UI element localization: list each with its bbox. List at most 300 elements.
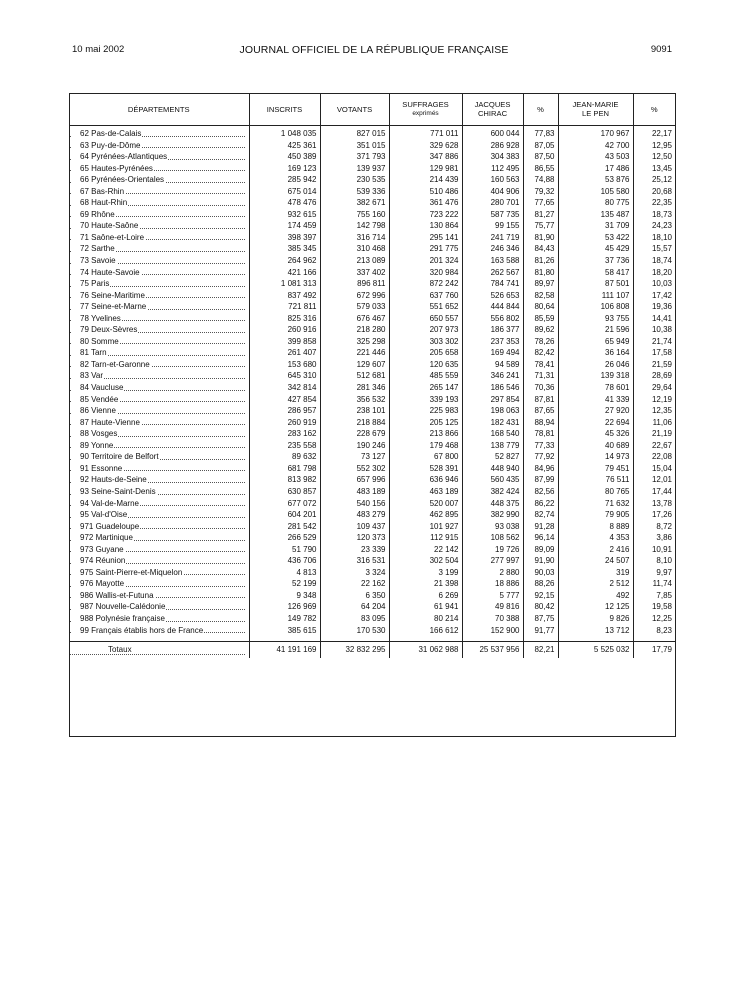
cell-chirac: 2 880 bbox=[462, 567, 523, 579]
cell-inscrits: 286 957 bbox=[249, 405, 320, 417]
cell-pct-chirac: 81,80 bbox=[523, 267, 558, 279]
cell-pct-lepen: 18,73 bbox=[633, 209, 675, 221]
cell-pct-chirac: 91,28 bbox=[523, 521, 558, 533]
cell-suffrages: 462 895 bbox=[389, 509, 462, 521]
cell-pct-chirac: 88,26 bbox=[523, 578, 558, 590]
cell-lepen: 79 905 bbox=[558, 509, 633, 521]
cell-inscrits: 425 361 bbox=[249, 140, 320, 152]
table-row bbox=[69, 163, 675, 175]
cell-inscrits: 283 162 bbox=[249, 428, 320, 440]
cell-pct-chirac: 81,26 bbox=[523, 255, 558, 267]
cell-departement: 986 Wallis-et-Futuna bbox=[69, 590, 249, 602]
cell-lepen: 40 689 bbox=[558, 440, 633, 452]
cell-inscrits: 677 072 bbox=[249, 498, 320, 510]
cell-pct-lepen: 22,08 bbox=[633, 451, 675, 463]
cell-suffrages: 67 800 bbox=[389, 451, 462, 463]
cell-pct-chirac: 77,65 bbox=[523, 197, 558, 209]
cell-pct-lepen: 12,01 bbox=[633, 474, 675, 486]
cell-inscrits: 169 123 bbox=[249, 163, 320, 175]
cell-pct-chirac: 84,96 bbox=[523, 463, 558, 475]
cell-suffrages: 347 886 bbox=[389, 151, 462, 163]
cell-chirac: 182 431 bbox=[462, 417, 523, 429]
cell-chirac: 160 563 bbox=[462, 174, 523, 186]
cell-chirac: 448 375 bbox=[462, 498, 523, 510]
cell-chirac: 526 653 bbox=[462, 290, 523, 302]
cell-chirac: 304 383 bbox=[462, 151, 523, 163]
cell-departement: 976 Mayotte bbox=[69, 578, 249, 590]
cell-suffrages: 551 652 bbox=[389, 301, 462, 313]
table-row bbox=[69, 336, 675, 348]
col-header-pct-chirac: % bbox=[523, 93, 558, 126]
cell-departement: 83 Var bbox=[69, 370, 249, 382]
cell-inscrits: 89 632 bbox=[249, 451, 320, 463]
cell-chirac: 237 353 bbox=[462, 336, 523, 348]
cell-chirac: 444 844 bbox=[462, 301, 523, 313]
table-row bbox=[69, 394, 675, 406]
cell-chirac: 168 540 bbox=[462, 428, 523, 440]
cell-inscrits: 398 397 bbox=[249, 232, 320, 244]
cell-votants: 238 101 bbox=[320, 405, 389, 417]
cell-pct-lepen: 12,19 bbox=[633, 394, 675, 406]
cell-pct-lepen: 12,35 bbox=[633, 405, 675, 417]
cell-pct-lepen: 8,23 bbox=[633, 625, 675, 637]
table-row bbox=[69, 498, 675, 510]
cell-chirac: 93 038 bbox=[462, 521, 523, 533]
cell-lepen: 71 632 bbox=[558, 498, 633, 510]
table-row bbox=[69, 220, 675, 232]
table-row bbox=[69, 174, 675, 186]
cell-pct-lepen: 25,12 bbox=[633, 174, 675, 186]
cell-pct-lepen: 29,64 bbox=[633, 382, 675, 394]
table-row bbox=[69, 544, 675, 556]
cell-lepen: 106 808 bbox=[558, 301, 633, 313]
cell-votants: 190 246 bbox=[320, 440, 389, 452]
cell-departement: 67 Bas-Rhin bbox=[69, 186, 249, 198]
table-row bbox=[69, 601, 675, 613]
cell-chirac: 99 155 bbox=[462, 220, 523, 232]
col-header-pct-lepen: % bbox=[633, 93, 675, 126]
cell-suffrages: 207 973 bbox=[389, 324, 462, 336]
cell-pct-chirac: 86,55 bbox=[523, 163, 558, 175]
cell-votants: 139 937 bbox=[320, 163, 389, 175]
cell-departement: 86 Vienne bbox=[69, 405, 249, 417]
cell-pct-chirac: 82,74 bbox=[523, 509, 558, 521]
cell-pct-chirac: 81,27 bbox=[523, 209, 558, 221]
cell-departement: 73 Savoie bbox=[69, 255, 249, 267]
cell-lepen: 8 889 bbox=[558, 521, 633, 533]
col-header-inscrits: INSCRITS bbox=[249, 93, 320, 126]
cell-pct-chirac: 77,33 bbox=[523, 440, 558, 452]
table-row bbox=[69, 440, 675, 452]
cell-lepen: 170 967 bbox=[558, 126, 633, 140]
cell-chirac: 587 735 bbox=[462, 209, 523, 221]
cell-inscrits: 153 680 bbox=[249, 359, 320, 371]
cell-inscrits: 260 916 bbox=[249, 324, 320, 336]
cell-inscrits: 1 081 313 bbox=[249, 278, 320, 290]
cell-suffrages: 329 628 bbox=[389, 140, 462, 152]
cell-pct-chirac: 89,97 bbox=[523, 278, 558, 290]
cell-lepen: 53 876 bbox=[558, 174, 633, 186]
totals-pct-lepen: 17,79 bbox=[633, 642, 675, 659]
cell-votants: 382 671 bbox=[320, 197, 389, 209]
cell-departement: 971 Guadeloupe bbox=[69, 521, 249, 533]
cell-votants: 827 015 bbox=[320, 126, 389, 140]
cell-votants: 281 346 bbox=[320, 382, 389, 394]
cell-lepen: 319 bbox=[558, 567, 633, 579]
cell-votants: 213 089 bbox=[320, 255, 389, 267]
cell-votants: 539 336 bbox=[320, 186, 389, 198]
cell-chirac: 112 495 bbox=[462, 163, 523, 175]
cell-pct-chirac: 96,14 bbox=[523, 532, 558, 544]
table-row bbox=[69, 463, 675, 475]
cell-departement: 65 Hautes-Pyrénées bbox=[69, 163, 249, 175]
table-row bbox=[69, 521, 675, 533]
cell-lepen: 78 601 bbox=[558, 382, 633, 394]
cell-chirac: 169 494 bbox=[462, 347, 523, 359]
table-row bbox=[69, 151, 675, 163]
cell-suffrages: 320 984 bbox=[389, 267, 462, 279]
table-row bbox=[69, 625, 675, 637]
cell-pct-chirac: 92,15 bbox=[523, 590, 558, 602]
cell-departement: 94 Val-de-Marne bbox=[69, 498, 249, 510]
cell-votants: 337 402 bbox=[320, 267, 389, 279]
cell-pct-lepen: 22,35 bbox=[633, 197, 675, 209]
totals-label: Totaux bbox=[69, 642, 249, 659]
cell-lepen: 14 973 bbox=[558, 451, 633, 463]
cell-votants: 3 324 bbox=[320, 567, 389, 579]
cell-lepen: 41 339 bbox=[558, 394, 633, 406]
cell-votants: 512 681 bbox=[320, 370, 389, 382]
cell-votants: 221 446 bbox=[320, 347, 389, 359]
cell-suffrages: 3 199 bbox=[389, 567, 462, 579]
cell-lepen: 43 503 bbox=[558, 151, 633, 163]
cell-lepen: 80 765 bbox=[558, 486, 633, 498]
cell-lepen: 79 451 bbox=[558, 463, 633, 475]
cell-chirac: 52 827 bbox=[462, 451, 523, 463]
cell-pct-lepen: 19,58 bbox=[633, 601, 675, 613]
cell-pct-chirac: 87,99 bbox=[523, 474, 558, 486]
cell-chirac: 70 388 bbox=[462, 613, 523, 625]
table-row bbox=[69, 486, 675, 498]
cell-inscrits: 645 310 bbox=[249, 370, 320, 382]
cell-votants: 896 811 bbox=[320, 278, 389, 290]
cell-suffrages: 636 946 bbox=[389, 474, 462, 486]
cell-suffrages: 80 214 bbox=[389, 613, 462, 625]
cell-lepen: 9 826 bbox=[558, 613, 633, 625]
cell-lepen: 42 700 bbox=[558, 140, 633, 152]
cell-inscrits: 721 811 bbox=[249, 301, 320, 313]
cell-lepen: 53 422 bbox=[558, 232, 633, 244]
cell-departement: 90 Territoire de Belfort bbox=[69, 451, 249, 463]
cell-pct-chirac: 88,94 bbox=[523, 417, 558, 429]
cell-lepen: 45 326 bbox=[558, 428, 633, 440]
cell-pct-lepen: 28,69 bbox=[633, 370, 675, 382]
cell-pct-chirac: 80,42 bbox=[523, 601, 558, 613]
cell-departement: 80 Somme bbox=[69, 336, 249, 348]
cell-votants: 218 280 bbox=[320, 324, 389, 336]
cell-departement: 71 Saône-et-Loire bbox=[69, 232, 249, 244]
table-row bbox=[69, 313, 675, 325]
cell-suffrages: 6 269 bbox=[389, 590, 462, 602]
col-header-lepen-last: LE PEN bbox=[581, 109, 609, 118]
cell-lepen: 111 107 bbox=[558, 290, 633, 302]
cell-pct-chirac: 87,81 bbox=[523, 394, 558, 406]
cell-votants: 230 535 bbox=[320, 174, 389, 186]
cell-inscrits: 932 615 bbox=[249, 209, 320, 221]
cell-departement: 973 Guyane bbox=[69, 544, 249, 556]
cell-chirac: 404 906 bbox=[462, 186, 523, 198]
cell-votants: 228 679 bbox=[320, 428, 389, 440]
cell-pct-chirac: 82,56 bbox=[523, 486, 558, 498]
cell-lepen: 76 511 bbox=[558, 474, 633, 486]
cell-pct-lepen: 17,42 bbox=[633, 290, 675, 302]
cell-inscrits: 675 014 bbox=[249, 186, 320, 198]
cell-suffrages: 303 302 bbox=[389, 336, 462, 348]
totals-chirac: 25 537 956 bbox=[462, 642, 523, 659]
cell-pct-chirac: 74,88 bbox=[523, 174, 558, 186]
cell-pct-lepen: 3,86 bbox=[633, 532, 675, 544]
cell-chirac: 108 562 bbox=[462, 532, 523, 544]
cell-pct-lepen: 10,03 bbox=[633, 278, 675, 290]
cell-chirac: 163 588 bbox=[462, 255, 523, 267]
cell-inscrits: 4 813 bbox=[249, 567, 320, 579]
cell-suffrages: 179 468 bbox=[389, 440, 462, 452]
cell-votants: 310 468 bbox=[320, 243, 389, 255]
cell-votants: 676 467 bbox=[320, 313, 389, 325]
cell-pct-chirac: 71,31 bbox=[523, 370, 558, 382]
cell-pct-chirac: 79,32 bbox=[523, 186, 558, 198]
cell-inscrits: 813 982 bbox=[249, 474, 320, 486]
cell-lepen: 2 416 bbox=[558, 544, 633, 556]
cell-votants: 218 884 bbox=[320, 417, 389, 429]
cell-chirac: 600 044 bbox=[462, 126, 523, 140]
cell-lepen: 27 920 bbox=[558, 405, 633, 417]
cell-suffrages: 528 391 bbox=[389, 463, 462, 475]
cell-pct-chirac: 81,90 bbox=[523, 232, 558, 244]
cell-chirac: 382 424 bbox=[462, 486, 523, 498]
cell-departement: 85 Vendée bbox=[69, 394, 249, 406]
cell-suffrages: 771 011 bbox=[389, 126, 462, 140]
cell-departement: 82 Tarn-et-Garonne bbox=[69, 359, 249, 371]
cell-inscrits: 235 558 bbox=[249, 440, 320, 452]
cell-pct-lepen: 15,57 bbox=[633, 243, 675, 255]
cell-lepen: 139 318 bbox=[558, 370, 633, 382]
col-header-chirac bbox=[462, 93, 523, 126]
cell-suffrages: 213 866 bbox=[389, 428, 462, 440]
cell-votants: 755 160 bbox=[320, 209, 389, 221]
cell-departement: 99 Français établis hors de France bbox=[69, 625, 249, 637]
cell-inscrits: 264 962 bbox=[249, 255, 320, 267]
cell-departement: 64 Pyrénées-Atlantiques bbox=[69, 151, 249, 163]
table-row bbox=[69, 232, 675, 244]
col-header-votants: VOTANTS bbox=[320, 93, 389, 126]
table-row bbox=[69, 255, 675, 267]
cell-lepen: 22 694 bbox=[558, 417, 633, 429]
cell-pct-lepen: 18,20 bbox=[633, 267, 675, 279]
cell-inscrits: 385 345 bbox=[249, 243, 320, 255]
cell-pct-lepen: 20,68 bbox=[633, 186, 675, 198]
cell-pct-lepen: 22,67 bbox=[633, 440, 675, 452]
table-row bbox=[69, 370, 675, 382]
cell-pct-chirac: 85,59 bbox=[523, 313, 558, 325]
cell-pct-chirac: 86,22 bbox=[523, 498, 558, 510]
cell-inscrits: 399 858 bbox=[249, 336, 320, 348]
cell-inscrits: 261 407 bbox=[249, 347, 320, 359]
cell-suffrages: 485 559 bbox=[389, 370, 462, 382]
cell-inscrits: 149 782 bbox=[249, 613, 320, 625]
cell-votants: 579 033 bbox=[320, 301, 389, 313]
journal-title: JOURNAL OFFICIEL DE LA RÉPUBLIQUE FRANÇAISE bbox=[239, 44, 509, 56]
cell-votants: 540 156 bbox=[320, 498, 389, 510]
cell-chirac: 560 435 bbox=[462, 474, 523, 486]
cell-pct-lepen: 17,44 bbox=[633, 486, 675, 498]
cell-votants: 552 302 bbox=[320, 463, 389, 475]
cell-votants: 170 530 bbox=[320, 625, 389, 637]
table-row bbox=[69, 278, 675, 290]
cell-suffrages: 61 941 bbox=[389, 601, 462, 613]
cell-suffrages: 637 760 bbox=[389, 290, 462, 302]
cell-suffrages: 291 775 bbox=[389, 243, 462, 255]
cell-inscrits: 9 348 bbox=[249, 590, 320, 602]
table-row bbox=[69, 613, 675, 625]
cell-departement: 95 Val-d'Oise bbox=[69, 509, 249, 521]
cell-pct-lepen: 15,04 bbox=[633, 463, 675, 475]
cell-suffrages: 205 125 bbox=[389, 417, 462, 429]
table-body bbox=[69, 126, 675, 637]
cell-suffrages: 225 983 bbox=[389, 405, 462, 417]
issue-date: 10 mai 2002 bbox=[72, 44, 125, 55]
cell-votants: 316 714 bbox=[320, 232, 389, 244]
cell-suffrages: 295 141 bbox=[389, 232, 462, 244]
cell-pct-chirac: 77,83 bbox=[523, 126, 558, 140]
cell-votants: 325 298 bbox=[320, 336, 389, 348]
cell-lepen: 17 486 bbox=[558, 163, 633, 175]
cell-pct-chirac: 87,05 bbox=[523, 140, 558, 152]
totals-row bbox=[69, 642, 675, 659]
cell-pct-chirac: 89,09 bbox=[523, 544, 558, 556]
cell-suffrages: 130 864 bbox=[389, 220, 462, 232]
table-row bbox=[69, 243, 675, 255]
table-row bbox=[69, 290, 675, 302]
cell-pct-chirac: 87,75 bbox=[523, 613, 558, 625]
cell-pct-lepen: 10,91 bbox=[633, 544, 675, 556]
cell-departement: 66 Pyrénées-Orientales bbox=[69, 174, 249, 186]
cell-chirac: 297 854 bbox=[462, 394, 523, 406]
cell-pct-lepen: 21,59 bbox=[633, 359, 675, 371]
cell-pct-chirac: 77,92 bbox=[523, 451, 558, 463]
cell-lepen: 26 046 bbox=[558, 359, 633, 371]
cell-chirac: 5 777 bbox=[462, 590, 523, 602]
totals-suffrages: 31 062 988 bbox=[389, 642, 462, 659]
cell-lepen: 2 512 bbox=[558, 578, 633, 590]
cell-pct-lepen: 13,78 bbox=[633, 498, 675, 510]
cell-departement: 87 Haute-Vienne bbox=[69, 417, 249, 429]
col-header-lepen bbox=[558, 93, 633, 126]
cell-pct-chirac: 87,65 bbox=[523, 405, 558, 417]
totals-votants: 32 832 295 bbox=[320, 642, 389, 659]
cell-pct-chirac: 91,90 bbox=[523, 555, 558, 567]
cell-inscrits: 266 529 bbox=[249, 532, 320, 544]
cell-votants: 316 531 bbox=[320, 555, 389, 567]
table-row bbox=[69, 509, 675, 521]
cell-chirac: 19 726 bbox=[462, 544, 523, 556]
cell-suffrages: 214 439 bbox=[389, 174, 462, 186]
cell-chirac: 346 241 bbox=[462, 370, 523, 382]
cell-lepen: 24 507 bbox=[558, 555, 633, 567]
cell-suffrages: 520 007 bbox=[389, 498, 462, 510]
cell-pct-lepen: 12,25 bbox=[633, 613, 675, 625]
cell-chirac: 186 377 bbox=[462, 324, 523, 336]
cell-lepen: 31 709 bbox=[558, 220, 633, 232]
cell-suffrages: 166 612 bbox=[389, 625, 462, 637]
cell-departement: 63 Puy-de-Dôme bbox=[69, 140, 249, 152]
cell-suffrages: 872 242 bbox=[389, 278, 462, 290]
cell-votants: 129 607 bbox=[320, 359, 389, 371]
cell-chirac: 18 886 bbox=[462, 578, 523, 590]
cell-chirac: 198 063 bbox=[462, 405, 523, 417]
cell-pct-lepen: 18,74 bbox=[633, 255, 675, 267]
cell-suffrages: 650 557 bbox=[389, 313, 462, 325]
cell-votants: 23 339 bbox=[320, 544, 389, 556]
cell-lepen: 45 429 bbox=[558, 243, 633, 255]
cell-pct-lepen: 22,17 bbox=[633, 126, 675, 140]
col-header-departements: DÉPARTEMENTS bbox=[69, 93, 249, 126]
cell-inscrits: 604 201 bbox=[249, 509, 320, 521]
cell-suffrages: 112 915 bbox=[389, 532, 462, 544]
table-row bbox=[69, 140, 675, 152]
cell-lepen: 4 353 bbox=[558, 532, 633, 544]
cell-suffrages: 463 189 bbox=[389, 486, 462, 498]
cell-inscrits: 681 798 bbox=[249, 463, 320, 475]
cell-departement: 974 Réunion bbox=[69, 555, 249, 567]
cell-lepen: 36 164 bbox=[558, 347, 633, 359]
cell-suffrages: 201 324 bbox=[389, 255, 462, 267]
cell-pct-lepen: 17,26 bbox=[633, 509, 675, 521]
table-row bbox=[69, 532, 675, 544]
cell-departement: 84 Vaucluse bbox=[69, 382, 249, 394]
cell-suffrages: 510 486 bbox=[389, 186, 462, 198]
table-row bbox=[69, 405, 675, 417]
election-results-table bbox=[69, 93, 675, 658]
cell-pct-lepen: 14,41 bbox=[633, 313, 675, 325]
table-row bbox=[69, 209, 675, 221]
cell-inscrits: 126 969 bbox=[249, 601, 320, 613]
table-row bbox=[69, 578, 675, 590]
cell-departement: 88 Vosges bbox=[69, 428, 249, 440]
cell-departement: 72 Sarthe bbox=[69, 243, 249, 255]
col-header-chirac-last: CHIRAC bbox=[477, 109, 508, 118]
cell-suffrages: 339 193 bbox=[389, 394, 462, 406]
table-row bbox=[69, 324, 675, 336]
cell-lepen: 21 596 bbox=[558, 324, 633, 336]
cell-suffrages: 205 658 bbox=[389, 347, 462, 359]
table-row bbox=[69, 186, 675, 198]
cell-chirac: 186 546 bbox=[462, 382, 523, 394]
cell-votants: 657 996 bbox=[320, 474, 389, 486]
totals-lepen: 5 525 032 bbox=[558, 642, 633, 659]
cell-votants: 109 437 bbox=[320, 521, 389, 533]
cell-chirac: 448 940 bbox=[462, 463, 523, 475]
cell-inscrits: 1 048 035 bbox=[249, 126, 320, 140]
cell-departement: 75 Paris bbox=[69, 278, 249, 290]
table-row bbox=[69, 197, 675, 209]
cell-inscrits: 478 476 bbox=[249, 197, 320, 209]
cell-departement: 79 Deux-Sèvres bbox=[69, 324, 249, 336]
cell-votants: 483 279 bbox=[320, 509, 389, 521]
cell-departement: 92 Hauts-de-Seine bbox=[69, 474, 249, 486]
cell-suffrages: 361 476 bbox=[389, 197, 462, 209]
cell-chirac: 382 990 bbox=[462, 509, 523, 521]
